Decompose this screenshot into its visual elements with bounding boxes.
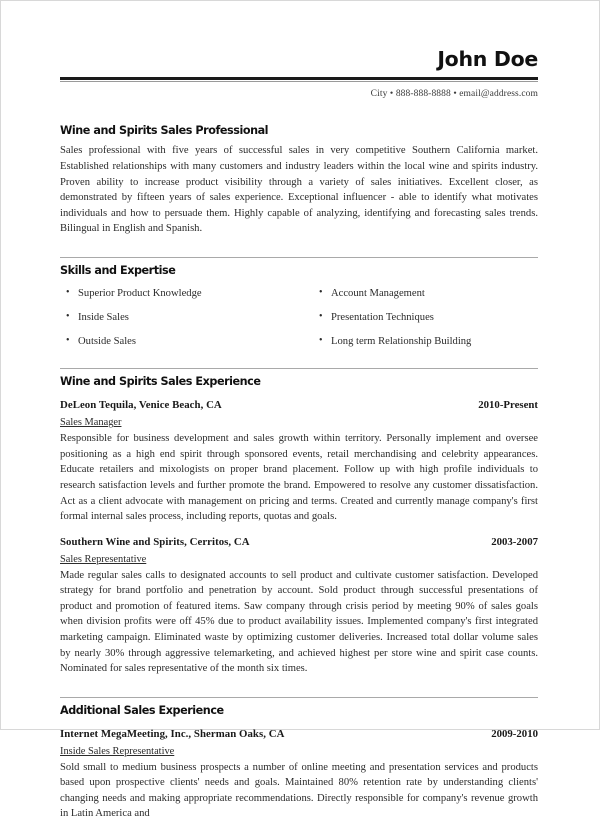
section-rule-skills xyxy=(60,257,538,258)
header-divider-thick-line xyxy=(60,77,538,80)
job-title: Sales Representative xyxy=(60,553,147,565)
experience-entry xyxy=(60,398,538,524)
section-title-experience: Wine and Spirits Sales Experience xyxy=(60,375,261,389)
employer-name: Southern Wine and Spirits, Cerritos, CA xyxy=(60,535,250,548)
skill-label: Account Management xyxy=(331,287,425,299)
resume-content xyxy=(1,1,599,822)
list-item xyxy=(60,335,299,348)
section-title-skills: Skills and Expertise xyxy=(60,263,176,277)
resume-header xyxy=(60,48,538,99)
section-summary xyxy=(60,125,538,237)
bullet-icon: • xyxy=(66,286,70,298)
list-item xyxy=(313,287,538,300)
section-rule-additional-experience xyxy=(60,697,538,698)
bullet-icon: • xyxy=(319,286,323,298)
skills-list xyxy=(60,287,538,349)
header-divider-thin-line xyxy=(60,81,538,82)
job-description: Responsible for business development and sales growth within territory. Personally implement and oversee positioning as a high end spirit through sponsored events, retail merchandising and celebrity appearances. Educate retailers and mixologists on proper brand placement. Follow up with high profile individuals to research satisfaction levels and further promote the brand. Empowered to resolve any customer dissatisfaction. Act as a client advocate with management on pricing and terms. Created and currently manage company's first formal internal sales process, including reports, quotas and goals. xyxy=(60,433,538,523)
employer-name: DeLeon Tequila, Venice Beach, CA xyxy=(60,399,222,412)
experience-entry-header xyxy=(60,727,538,741)
list-item xyxy=(60,311,299,324)
experience-entry xyxy=(60,727,538,822)
skill-label: Superior Product Knowledge xyxy=(78,287,202,299)
skills-column-right xyxy=(299,287,538,349)
skill-label: Presentation Techniques xyxy=(331,311,434,323)
contact-line: City • 888-888-8888 • email@address.com xyxy=(370,88,538,99)
section-title-additional-experience: Additional Sales Experience xyxy=(60,703,224,717)
employment-dates: 2003-2007 xyxy=(491,535,538,548)
employment-dates: 2010-Present xyxy=(478,399,538,412)
skill-label: Outside Sales xyxy=(78,336,136,348)
experience-entry xyxy=(60,535,538,677)
job-title: Inside Sales Representative xyxy=(60,745,175,757)
job-description: Sold small to medium business prospects a number of online meeting and presentation services and products based upon prospective clients' needs and goals. Maintained 80% retention rate by understanding clients' changing needs and making appropriate recommendations. Directly responsible for company's revenue growth in Latin America and xyxy=(60,761,538,820)
skill-label: Long term Relationship Building xyxy=(331,336,472,348)
bullet-icon: • xyxy=(66,335,70,347)
skill-label: Inside Sales xyxy=(78,311,129,323)
job-title: Sales Manager xyxy=(60,417,122,429)
job-description: Made regular sales calls to designated accounts to sell product and cultivate customer satisfaction. Developed strategy for brand portfolio and penetration by account. Sold product through successful presentations of product and promotion of featured items. Saw company through crisis period by meeting 90% of sales goals when division profits were off 45% due to product availability issues. Implemented company's first integrated marketing campaign. Eliminated waste by optimizing customer deliveries. Increased total dollar volume sales by nearly 30% through aggressive telemarketing, and achieved highest per store wine and spirit case counts. Nominated for sales representative of the month six times. xyxy=(60,569,538,675)
skills-column-left xyxy=(60,287,299,349)
header-divider xyxy=(60,77,538,82)
list-item xyxy=(313,335,538,348)
employer-name: Internet MegaMeeting, Inc., Sherman Oaks, CA xyxy=(60,727,285,740)
experience-entry-header xyxy=(60,535,538,549)
section-experience xyxy=(60,368,538,676)
bullet-icon: • xyxy=(319,310,323,322)
bullet-icon: • xyxy=(319,335,323,347)
section-rule-experience xyxy=(60,368,538,369)
summary-paragraph: Sales professional with five years of successful sales in very competitive Southern California market. Established relationships with many customers and industry leaders within the local wine and spirits industry. Proven ability to increase product visibility through a variety of sales initiatives. Excellent closer, as demonstrated by fifteen years of sales experience. Exceptional influencer - able to identify what motivates individuals and how to persuade them. Highly capable of analyzing, identifying and forecasting sales trends. Bilingual in English and Spanish. xyxy=(60,145,538,235)
list-item xyxy=(60,287,299,300)
section-skills xyxy=(60,257,538,349)
experience-entry-header xyxy=(60,398,538,412)
section-additional-experience xyxy=(60,697,538,822)
bullet-icon: • xyxy=(66,310,70,322)
list-item xyxy=(313,311,538,324)
section-title-summary: Wine and Spirits Sales Professional xyxy=(60,123,269,137)
candidate-name: John Doe xyxy=(437,47,538,71)
employment-dates: 2009-2010 xyxy=(491,727,538,740)
